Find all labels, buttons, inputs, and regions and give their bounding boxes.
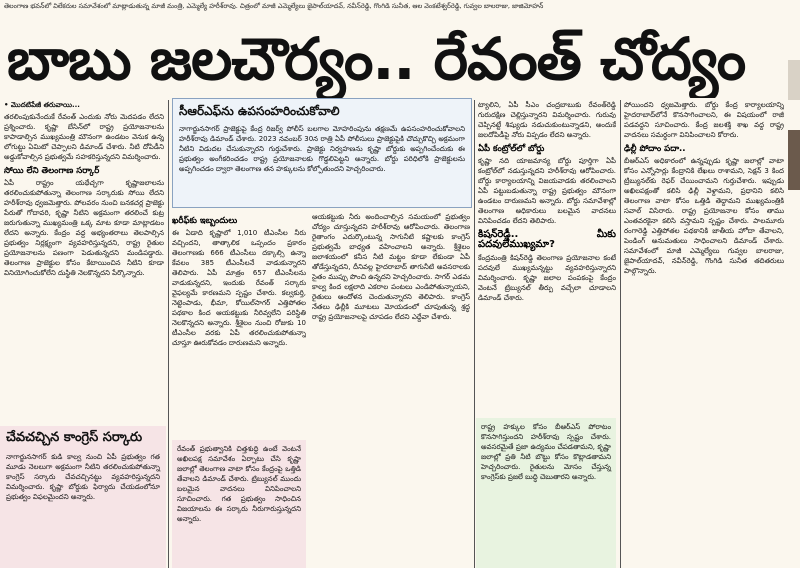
continuation-kicker: • మొదటిపేజీ తరువాయి... — [4, 101, 80, 109]
column-3 — [312, 212, 470, 568]
box-body: నాగార్జునసాగర్‌ కుడి కాల్వ నుంచి ఏపీ ప్రభుత్వం గత మూడు నెలలుగా అక్రమంగా నీటిని తరలించుకుపోతున్నా కాంగ్రెస్‌ సర్కారు చేవచచ్చినట్టు వ్యవహరిస్తున్నదని విమర్శించారు. కృష్ణా బోర్డుకు ఫిర్యాదు చేయడంలోనూ ప్రభుత్వం విఫలమైందని అన్నారు. — [6, 453, 160, 501]
column-5 — [624, 100, 784, 568]
body-paragraph: ఆయకట్టుకు నీరు అందించాల్సిన సమయంలో ప్రభుత్వం చోద్యం చూస్తున్నదని హరీశ్‌రావు ఆరోపించారు. తెలంగాణ రైతాంగం ఎదుర్కొంటున్న సాగునీటి కష్టాలకు కాంగ్రెస్‌ ప్రభుత్వమే బాధ్యత వహించాలని అన్నారు. శ్రీశైలం జలాశయంలో కనీస నీటి మట్టం కూడా లేకుండా ఏపీ తోడేస్తున్నదని, దీనివల్ల హైదరాబాద్‌ తాగునీటి అవసరాలకు సైతం ముప్పు పొంచి ఉన్నదని హెచ్చరించారు. సాగర్‌ ఎడమ కాల్వ కింద లక్షలాది ఎకరాల పంటలు ఎండిపోతున్నాయని, రైతులు ఆందోళన చెందుతున్నారని తెలిపారు. కాంగ్రెస్‌ నేతలు ఢిల్లీకి మూటలు మోయడంలో చూపుతున్న శ్రద్ధ రాష్ట్ర ప్రయోజనాలపై చూపడం లేదని ఎద్దేవా చేశారు. — [312, 213, 470, 321]
photo-caption-strip: తెలంగాణ భవన్‌లో విలేకరుల సమావేశంలో మాట్లాడుతున్న మాజీ మంత్రి, ఎమ్మెల్యే హరీశ్‌రావు. చిత్రంలో మాజీ ఎమ్మెల్యేలు జైపాల్‌యాదవ్, నవీన్‌రెడ్డి, గొంగిడి సునీత, ఆల వెంకటేశ్వర్‌రెడ్డి, గువ్వల బాలరాజు, జాజిమోహన్ — [4, 2, 544, 10]
box-title: సీఆర్‌ఎఫ్‌ను ఉపసంహరించుకోవాలి — [179, 104, 340, 118]
body-paragraph: కృష్ణా నది యాజమాన్య బోర్డు పూర్తిగా ఏపీ కంట్రోల్‌లో నడుస్తున్నదని హరీశ్‌రావు ఆరోపించారు. బోర్డు కార్యాలయాన్ని విజయవాడకు తరలించాలని ఏపీ పట్టుబడుతున్నా రాష్ట్ర ప్రభుత్వం మౌనంగా ఉండటం దారుణమని అన్నారు. బోర్డు సమావేశాల్లో తెలంగాణ అధికారులు బలమైన వాదనలు వినిపించడం లేదని తెలిపారు. — [478, 157, 616, 225]
column-4 — [478, 100, 616, 416]
body-paragraph: తరలింపుకునేందుకే రేవంత్‌ ఎందుకు నోరు మెదపడం లేదని ప్రశ్నించారు. కృష్ణా బేసిన్‌లో రాష్ట్ర ప్రయోజనాలను కాపాడాల్సిన ముఖ్యమంత్రి మౌనంగా ఉండటం వెనుక ఉన్న లోగుట్టు ఏమిటో చెప్పాలని డిమాండ్‌ చేశారు. నీటి దోపిడీని అడ్డుకోవాల్సిన ప్రభుత్వమే సహకరిస్తున్నదని విమర్శించారు. — [4, 113, 164, 161]
column-2 — [172, 212, 306, 436]
sidebar-box-crpf — [172, 98, 472, 208]
subheading: ఖరీఫ్‌కు ఇబ్బందులు — [172, 216, 238, 226]
subheading: ఢిల్లీ పోదాం పదా.. — [624, 144, 686, 154]
column-rule — [474, 100, 475, 568]
column-rule — [620, 100, 621, 568]
subheading-large: కిషన్‌రెడ్డీ.. మీకు పదవులేముఖ్యమా? — [478, 229, 616, 250]
subheading: సోయి లేని తెలంగాణ సర్కార్‌ — [4, 166, 100, 176]
body-paragraph: పోయిందని ధ్వజమెత్తారు. బోర్డు కేంద్ర కార్యాలయాన్ని హైదరాబాద్‌లోనే కొనసాగించాలని, ఈ విషయంలో రాజీ పడవద్దని సూచించారు. కేంద్ర జలశక్తి శాఖ వద్ద రాష్ట్ర వాదనలు సమర్థంగా వినిపించాలని కోరారు. — [624, 101, 784, 139]
box-body: నాగార్జునసాగర్‌ ప్రాజెక్టుపై కేంద్ర రిజర్వ్‌ పోలీస్‌ బలగాల మోహరింపును తక్షణమే ఉపసంహరించుకోవాలని హరీశ్‌రావు డిమాండ్‌ చేశారు. 2023 నవంబర్‌ 30న రాత్రి ఏపీ పోలీసులు ప్రాజెక్టుపైకి చొచ్చుకొచ్చి అక్రమంగా నీటిని విడుదల చేసుకున్నారని గుర్తుచేశారు. ప్రాజెక్టు నిర్వహణను కృష్ణా బోర్డుకు అప్పగించేందుకు ఈ ప్రభుత్వం అంగీకరించడం రాష్ట్ర ప్రయోజనాలకు గొడ్డలిపెట్టని అన్నారు. బోర్డు పరిధిలోకి ప్రాజెక్టులను అప్పగించడం ద్వారా తెలంగాణ తన హక్కులను కోల్పోతుందని హెచ్చరించారు. — [179, 125, 465, 173]
sidebar-box-continued: రేవంత్‌ ప్రభుత్వానికి చిత్తశుద్ధి ఉంటే వెంటనే అఖిలపక్ష సమావేశం ఏర్పాటు చేసి కృష్ణా జలాల్లో తెలంగాణ వాటా కోసం కేంద్రంపై ఒత్తిడి తేవాలని డిమాండ్‌ చేశారు. ట్రిబ్యునల్‌ ముందు బలమైన వాదనలు వినిపించాలని సూచించారు. గత ప్రభుత్వం సాధించిన విజయాలను ఈ సర్కారు నీరుగారుస్తున్నదని అన్నారు. — [172, 440, 306, 568]
sidebar-box-green: రాష్ట్ర హక్కుల కోసం బీఆర్‌ఎస్‌ పోరాటం కొనసాగిస్తుందని హరీశ్‌రావు స్పష్టం చేశారు. అవసరమైతే ప్రజా ఉద్యమం చేపడతామని, కృష్ణా జలాల్లో ప్రతి నీటి బొట్టు కోసం కొట్లాడతామని హెచ్చరించారు. రైతులను మోసం చేస్తున్న కాంగ్రెస్‌కు ప్రజలే బుద్ధి చెబుతారని అన్నారు. — [476, 418, 616, 568]
edge-photo — [788, 130, 800, 190]
body-paragraph: ఏపీ రాష్ట్రం యథేచ్ఛగా కృష్ణాజలాలను తరలించుకుపోతున్నా తెలంగాణ సర్కారుకు సోయి లేదని హరీశ్‌రావు ధ్వజమెత్తారు. పోలవరం నుంచి బనకచర్ల ప్రాజెక్టు పేరుతో గోదావరి, కృష్ణా నీటిని అక్రమంగా తరలించే కుట్ర జరుగుతున్నా ముఖ్యమంత్రి ఒక్క మాట కూడా మాట్లాడటం లేదని అన్నారు. కేంద్రం వద్ద అభ్యంతరాలు తెలపాల్సిన ప్రభుత్వం నిర్లక్ష్యంగా వ్యవహరిస్తున్నదని, రాష్ట్ర రైతుల ప్రయోజనాలను పణంగా పెడుతున్నదని మండిపడ్డారు. తెలంగాణ ప్రాజెక్టుల కోసం కేటాయించిన నీటిని కూడా వినియోగించుకోలేని దుస్థితి నెలకొన్నదని పేర్కొన్నారు. — [4, 179, 164, 277]
body-paragraph: కేంద్రమంత్రి కిషన్‌రెడ్డి తెలంగాణ ప్రయోజనాల కంటే పదవులే ముఖ్యమన్నట్టు వ్యవహరిస్తున్నారని విమర్శించారు. కృష్ణా జలాల పంపకంపై కేంద్రం వెంటనే ట్రిబ్యునల్‌ తీర్పు వచ్చేలా చూడాలని డిమాండ్‌ చేశారు. — [478, 254, 616, 302]
box-title: చేవచచ్చిన కాంగ్రెస్‌ సర్కారు — [6, 430, 143, 445]
column-rule — [168, 100, 169, 568]
body-paragraph: ట్యాలిని, ఏపీ సీఎం చంద్రబాబుకు రేవంత్‌రెడ్డి గురుదక్షిణ చెల్లిస్తున్నారని విమర్శించారు. గురువు చెప్పినట్టే శిష్యుడు నడుచుకుంటున్నాడని, అందుకే జలదోపిడీపై నోరు విప్పడం లేదని అన్నారు. — [478, 101, 616, 139]
column-1 — [4, 100, 164, 422]
subheading: ఏపీ కంట్రోల్‌లో బోర్డు — [478, 144, 545, 154]
page-headline: బాబు జలచౌర్యం.. రేవంత్‌ చోద్యం — [6, 25, 746, 93]
sidebar-box-congress — [0, 426, 166, 568]
body-paragraph: బీఆర్‌ఎస్‌ అధికారంలో ఉన్నప్పుడు కృష్ణా జలాల్లో వాటా కోసం ఎన్నోసార్లు కేంద్రానికి లేఖలు రాశామని, సెక్షన్‌ 3 కింద ట్రిబ్యునల్‌కు రెఫర్‌ చేయించామని గుర్తుచేశారు. ఇప్పుడు అఖిలపక్షంతో కలిసి ఢిల్లీ వెళ్దామని, ప్రధానిని కలిసి తెలంగాణ వాటా కోసం ఒత్తిడి తెద్దామని ముఖ్యమంత్రికి సవాల్‌ విసిరారు. రాష్ట్ర ప్రయోజనాల కోసం తాము ఎంతవరకైనా కలిసి వస్తామని స్పష్టం చేశారు. పాలమూరు రంగారెడ్డి ఎత్తిపోతల పథకానికి జాతీయ హోదా తేవాలని, పెండింగ్‌ అనుమతులు సాధించాలని డిమాండ్‌ చేశారు. సమావేశంలో మాజీ ఎమ్మెల్యేలు గువ్వల బాలరాజు, జైపాల్‌యాదవ్‌, నవీన్‌రెడ్డి, గొంగిడి సునీత తదితరులు పాల్గొన్నారు. — [624, 157, 784, 275]
body-paragraph: ఈ ఏడాది కృష్ణాలో 1,010 టీఎంసీల నీరు వచ్చిందని, తాత్కాలిక ఒప్పందం ప్రకారం తెలంగాణకు 666 టీఎంసీలు దక్కాల్సి ఉన్నా కేవలం 385 టీఎంసీలనే వాడుకున్నారని తెలిపారు. ఏపీ మాత్రం 657 టీఎంసీలను వాడుకున్నదని, ఇందుకు రేవంత్‌ సర్కారు వైఫల్యమే కారణమని స్పష్టం చేశారు. కల్వకుర్తి, నెట్టెంపాడు, భీమా, కోయిల్‌సాగర్‌ ఎత్తిపోతల పథకాల కింద ఆయకట్టుకు నీరివ్వలేని పరిస్థితి నెలకొన్నదని అన్నారు. శ్రీశైలం నుంచి రోజుకు 10 టీఎంసీల వరకు ఏపీ తరలించుకుపోతున్నా చూస్తూ ఊరుకోవడం దారుణమని అన్నారు. — [172, 229, 306, 347]
edge-image — [788, 60, 800, 100]
